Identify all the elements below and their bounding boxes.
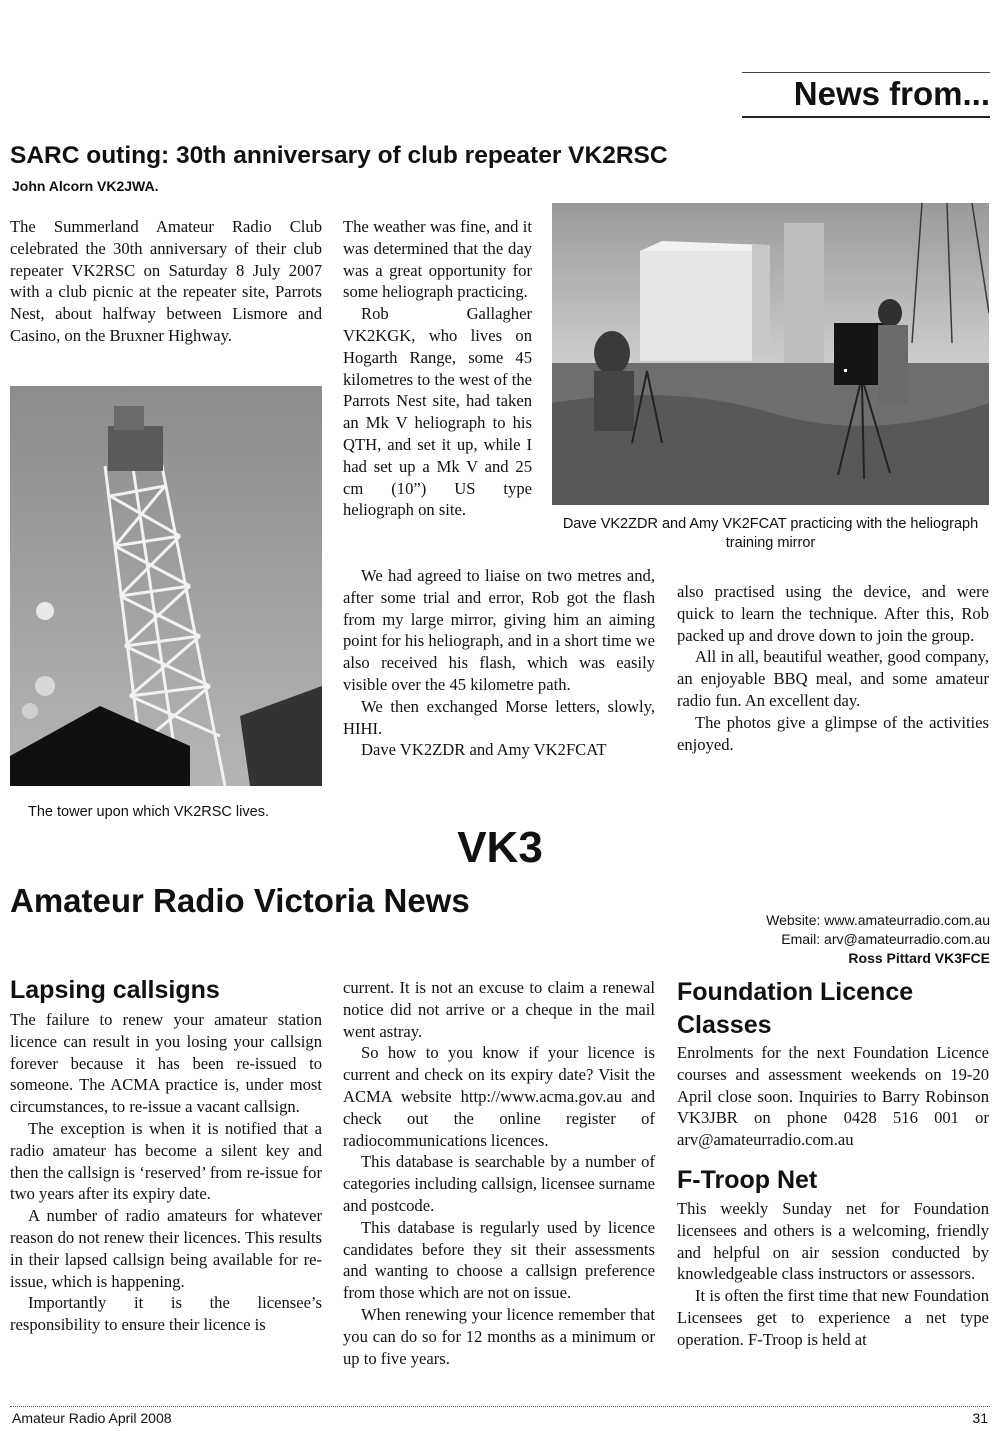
paragraph: A number of radio amateurs for whatever reason do not renew their licences. This results in their lapsed callsign being available for re-issue, which is happening. bbox=[10, 1206, 322, 1291]
paragraph: When renewing your licence remember that you can do so for 12 months as a minimum or up to five years. bbox=[343, 1304, 655, 1368]
paragraph: This database is searchable by a number of categories including callsign, licensee surname and postcode. bbox=[343, 1152, 655, 1215]
paragraph: The photos give a glimpse of the activities enjoyed. bbox=[677, 712, 989, 754]
paragraph: This weekly Sunday net for Foundation licensees and others is a welcoming, friendly and helpful on air session conducted by knowledgeable class instructors or assessors. bbox=[677, 1199, 989, 1284]
region-heading: VK3 bbox=[457, 823, 543, 872]
tower-photo bbox=[10, 386, 322, 786]
footer-publication: Amateur Radio April 2008 bbox=[12, 1410, 172, 1426]
paragraph: The weather was fine, and it was determined that the day was a great opportunity for some heliograph practicing. bbox=[343, 217, 532, 302]
paragraph: So how to you know if your licence is current and check on its expiry date? Visit the ACMA website http://www.acma.gov.au and check out the online register of radiocommunications licences. bbox=[343, 1043, 655, 1150]
vk3-title: Amateur Radio Victoria News bbox=[10, 882, 470, 919]
article-col2-wide bbox=[343, 565, 655, 761]
paragraph: This database is regularly used by licence candidates before they sit their assessments and wanting to choose a callsign preference from those which are not on issue. bbox=[343, 1217, 655, 1303]
paragraph: Rob Gallagher VK2KGK, who lives on Hogarth Range, some 45 kilometres to the west of the Parrots Nest site, had taken an Mk V heliograph to his QTH, and set it up, while I had set up a Mk V and 25 cm (10”) US type heliograph on site. bbox=[343, 304, 532, 520]
header-rule-top bbox=[742, 72, 990, 73]
paragraph: It is often the first time that new Foundation Licensees get to experience a net type operation. F-Troop is held at bbox=[677, 1286, 989, 1349]
section-label: News from... bbox=[793, 75, 990, 112]
footer-rule bbox=[10, 1406, 990, 1407]
article-col2-narrow bbox=[343, 216, 532, 521]
vk3-website: Website: www.amateurradio.com.au bbox=[766, 912, 990, 928]
article-col3 bbox=[677, 581, 989, 755]
paragraph: We had agreed to liaise on two metres and, after some trial and error, Rob got the flash from my large mirror, giving him an aiming point for his heliograph, and in a short time we also received his flash, which was easily visible over the 45 kilometre path. bbox=[343, 566, 655, 694]
tower-photo-caption: The tower upon which VK2RSC lives. bbox=[28, 804, 269, 820]
article-author: John Alcorn VK2JWA. bbox=[12, 178, 159, 194]
paragraph: The Summerland Amateur Radio Club celebrated the 30th anniversary of their club repeater VK2RSC on Saturday 8 July 2007 with a club picnic at the repeater site, Parrots Nest, about halfway between Lismore and Casino, on the Bruxner Highway. bbox=[10, 217, 322, 345]
paragraph: Enrolments for the next Foundation Licence courses and assessment weekends on 19-20 April close soon. Inquiries to Barry Robinson VK3JBR on phone 0428 516 001 or arv@amateurradio.com.au bbox=[677, 1043, 989, 1150]
foundation-heading: Foundation Licence Classes bbox=[677, 978, 914, 1039]
middle-column bbox=[343, 977, 655, 1369]
paragraph: Dave VK2ZDR and Amy VK2FCAT bbox=[361, 740, 607, 760]
article-title: SARC outing: 30th anniversary of club repeater VK2RSC bbox=[10, 142, 668, 169]
paragraph: also practised using the device, and were quick to learn the technique. After this, Rob packed up and drove down to join the group. bbox=[677, 582, 989, 645]
paragraph: The failure to renew your amateur station licence can result in you losing your callsign forever because it has been re-issued to someone. The ACMA practice is, under most circumstances, to re-issue a vacant callsign. bbox=[10, 1010, 322, 1117]
heliograph-photo-image bbox=[552, 203, 989, 505]
paragraph: The exception is when it is notified that a radio amateur has become a silent key and then the callsign is ‘reserved’ from re-issue for two years after its expiry date. bbox=[10, 1118, 322, 1204]
heliograph-photo-caption: Dave VK2ZDR and Amy VK2FCAT practicing with the heliograph training mirror bbox=[562, 516, 979, 551]
paragraph: Importantly it is the licensee’s responsibility to ensure their licence is bbox=[10, 1293, 322, 1335]
ftroop-column bbox=[677, 1198, 989, 1351]
ftroop-heading: F-Troop Net bbox=[677, 1166, 818, 1194]
paragraph: We then exchanged Morse letters, slowly, HIHI. bbox=[343, 696, 655, 738]
lapsing-column bbox=[10, 1009, 322, 1336]
vk3-author: Ross Pittard VK3FCE bbox=[848, 950, 990, 966]
lapsing-heading: Lapsing callsigns bbox=[10, 976, 220, 1004]
paragraph: All in all, beautiful weather, good company, an enjoyable BBQ meal, and some amateur radio fun. An excellent day. bbox=[677, 647, 989, 710]
article-col1 bbox=[10, 216, 322, 347]
tower-photo-image bbox=[10, 386, 322, 786]
footer-page-number: 31 bbox=[972, 1410, 988, 1426]
vk3-email: Email: arv@amateurradio.com.au bbox=[781, 931, 990, 947]
header-rule-bottom bbox=[742, 116, 990, 118]
heliograph-photo bbox=[552, 203, 989, 505]
paragraph: current. It is not an excuse to claim a renewal notice did not arrive or a cheque in the mail went astray. bbox=[343, 978, 655, 1041]
foundation-column bbox=[677, 1042, 989, 1151]
